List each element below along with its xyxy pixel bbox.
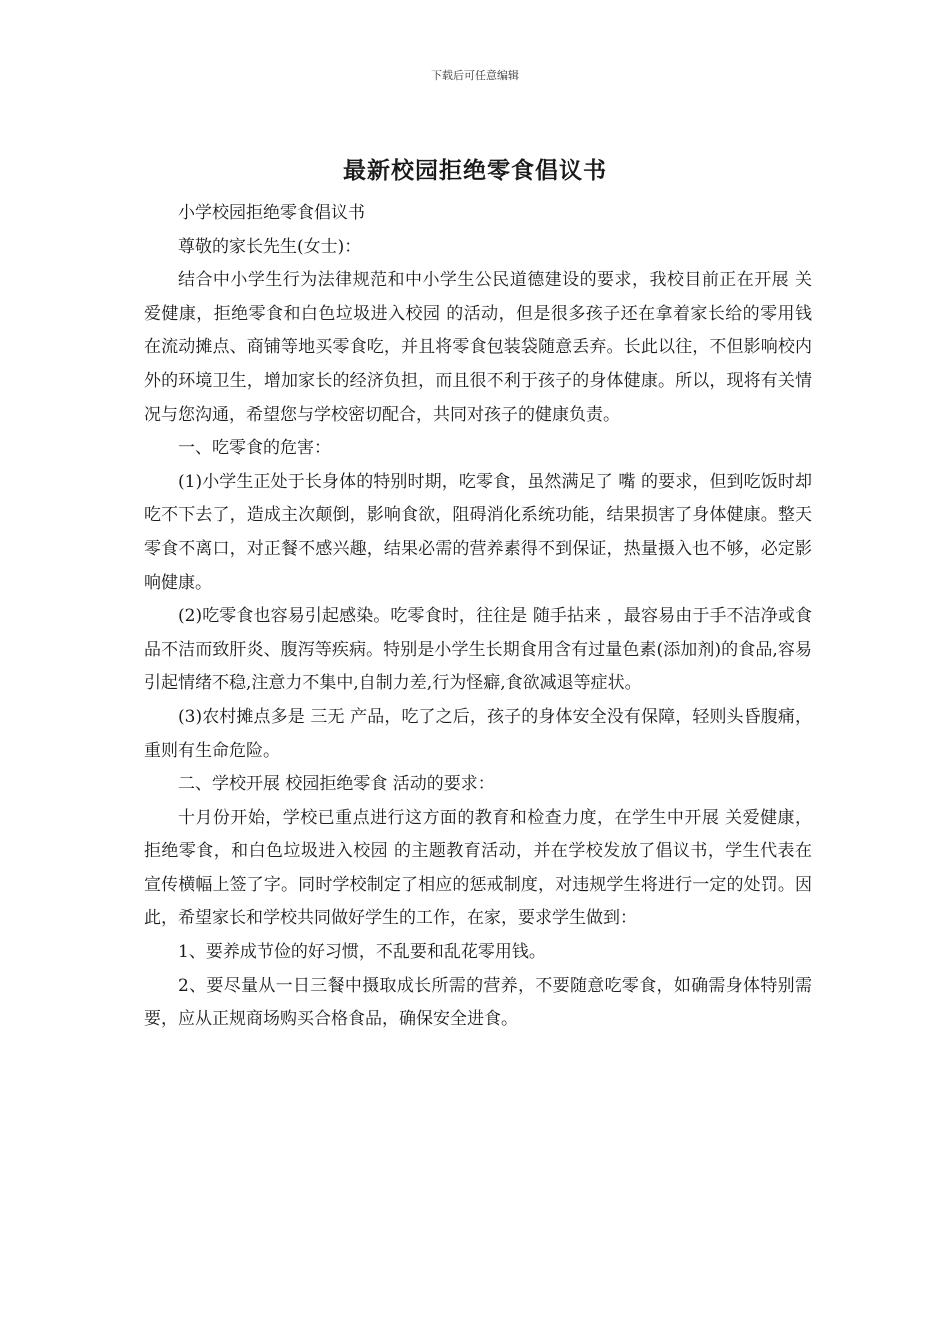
paragraph-intro: 结合中小学生行为法律规范和中小学生公民道德建设的要求，我校目前正在开展 关爱健康，拒绝零食和白色垃圾进入校园 的活动，但是很多孩子还在拿着家长给的零用钱在流动摊点、商铺等地买零食吃，并且将零食包装袋随意丢弃。长此以往，不但影响校内外的环境卫生，增加家长的经济负担，而且很不利于孩子的身体健康。所以，现将有关情况与您沟通，希望您与学校密切配合，共同对孩子的健康负责。: [144, 270, 812, 425]
list-item-1: 1、要养成节俭的好习惯，不乱要和乱花零用钱。: [178, 942, 546, 963]
section-heading-harms: 一、吃零食的危害：: [178, 438, 331, 459]
paragraph-requirements: 十月份开始，学校已重点进行这方面的教育和检查力度，在学生中开展 关爱健康，拒绝零食，和白色垃圾进入校园 的主题教育活动，并在学校发放了倡议书，学生代表在宣传横幅上签了字。同时学校制定了相应的惩戒制度，对违规学生将进行一定的处罚。因此，希望家长和学校共同做好学生的工作，在家，要求学生做到：: [144, 807, 812, 929]
document-body: [144, 197, 812, 1037]
paragraph-harm-1: (1)小学生正处于长身体的特别时期，吃零食，虽然满足了 嘴 的要求，但到吃饭时却吃不下去了，造成主次颠倒，影响食欲，阻碍消化系统功能，结果损害了身体健康。整天零食不离口，对正餐不感兴趣，结果必需的营养素得不到保证，热量摄入也不够，必定影响健康。: [144, 471, 812, 593]
paragraph-subtitle: 小学校园拒绝零食倡议书: [178, 203, 365, 223]
paragraph-harm-2: (2)吃零食也容易引起感染。吃零食时，往往是 随手拈来 ，最容易由于手不洁净或食品不洁而致肝炎、腹泻等疾病。特别是小学生长期食用含有过量色素(添加剂)的食品,容易引起情绪不稳,注意力不集中,自制力差,行为怪癖,食欲减退等症状。: [144, 606, 812, 694]
list-item-2: 2、要尽量从一日三餐中摄取成长所需的营养，不要随意吃零食，如确需身体特别需要，应从正规商场购买合格食品，确保安全进食。: [144, 975, 812, 1030]
document-title: 最新校园拒绝零食倡议书: [343, 158, 607, 184]
paragraph-salutation: 尊敬的家长先生(女士)：: [178, 236, 362, 257]
section-heading-requirements: 二、学校开展 校园拒绝零食 活动的要求：: [178, 774, 495, 795]
header-note: 下载后可任意编辑: [431, 69, 519, 82]
paragraph-harm-3: (3)农村摊点多是 三无 产品，吃了之后，孩子的身体安全没有保障，轻则头昏腹痛，重则有生命危险。: [144, 706, 812, 761]
